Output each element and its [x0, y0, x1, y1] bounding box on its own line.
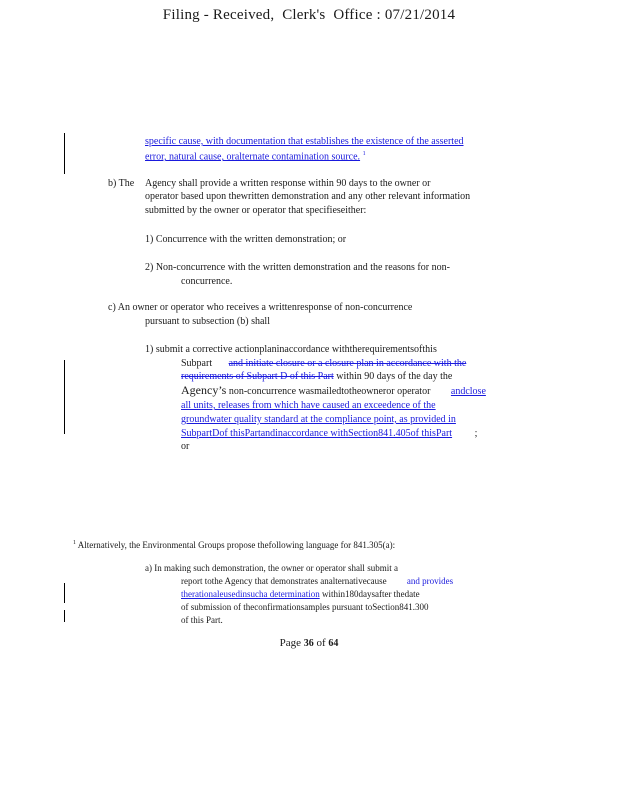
revision-bar [64, 360, 65, 434]
revision-bar [64, 583, 65, 603]
item-c-line: pursuant to subsection (b) shall [145, 316, 270, 327]
inserted-text: and provides [406, 576, 454, 586]
page-total: 64 [328, 638, 339, 649]
inserted-text: SubpartDof thisPartandinaccordance withSection841.405of thisPart [181, 428, 453, 439]
footnote-text: within180daysafter thedate [321, 589, 420, 599]
inserted-text: therationaleusedinsucha determination [181, 589, 320, 599]
item-b-line: operator based upon thewritten demonstration and any other relevant information [145, 191, 471, 202]
footnote-line: a) In making such demonstration, the owner or operator shall submit a [145, 563, 398, 573]
continued-line [145, 148, 366, 163]
deleted-text: requirements of Subpart D of this Part [181, 371, 334, 382]
item-b-line: Agency shall provide a written response within 90 days to the owner or [145, 178, 431, 189]
item-c-sub1-line [181, 357, 466, 370]
inserted-text: all units, releases from which have caused an exceedence of the [181, 400, 436, 411]
filing-header: Filing - Received, Clerk's Office : 07/21/2014 [162, 7, 456, 23]
footnote-intro-text: Alternatively, the Environmental Groups propose thefollowing language for 841.305(a): [77, 540, 396, 550]
item-b-line: submitted by the owner or operator that specifieseither: [145, 205, 367, 216]
revision-bar [64, 133, 65, 174]
item-c-sub1-text: non-concurrence wasmailedtotheowneror operator [228, 386, 431, 397]
item-c-sub1-text: Agency’s [181, 383, 227, 397]
item-b-option-2: 2) Non-concurrence with the written demonstration and the reasons for non- [145, 262, 450, 273]
page-of: of [316, 637, 326, 649]
item-b-option-2-cont: concurrence. [181, 276, 233, 287]
item-c-sub1-text: Subpart [181, 358, 213, 369]
item-b-label: b) The [108, 178, 135, 189]
footnote-mark: 1 [73, 540, 76, 546]
footnote-text: report tothe Agency that demonstrates analternativecause [181, 576, 387, 586]
revision-bar [64, 610, 65, 622]
item-c-sub1-text: within 90 days of the day the [336, 371, 453, 382]
continued-line: specific cause, with documentation that establishes the existence of the asserted [145, 136, 464, 147]
item-c-line: c) An owner or operator who receives a writtenresponse of non-concurrence [108, 302, 413, 313]
item-c-sub1-text: or [181, 441, 190, 452]
item-c-sub1-line [181, 370, 452, 383]
footnote-line [181, 575, 453, 587]
page-number [0, 637, 618, 649]
footnote-intro [73, 537, 395, 551]
page-label: Page [279, 637, 301, 649]
item-b-option-1: 1) Concurrence with the written demonstration; or [145, 234, 347, 245]
footnote-line [181, 588, 420, 600]
footnote-line: of this Part. [181, 615, 223, 625]
page-current: 36 [303, 638, 314, 649]
deleted-text: and initiate closure or a closure plan in accordance with the [228, 358, 467, 369]
inserted-text: andclose [450, 386, 486, 397]
footnote-reference: 1 [362, 151, 366, 157]
item-c-sub1-line: 1) submit a corrective actionplaninaccordance withtherequirementsofthis [145, 344, 437, 355]
item-c-sub1-text: ; [474, 428, 478, 439]
item-c-sub1-line [181, 427, 477, 440]
item-c-sub1-line [181, 384, 486, 398]
footnote-line: of submission of theconfirmationsamples pursuant toSection841.300 [181, 602, 429, 612]
continued-text: error, natural cause, oralternate contamination source. [145, 151, 361, 163]
inserted-text: groundwater quality standard at the compliance point, as provided in [181, 414, 456, 425]
